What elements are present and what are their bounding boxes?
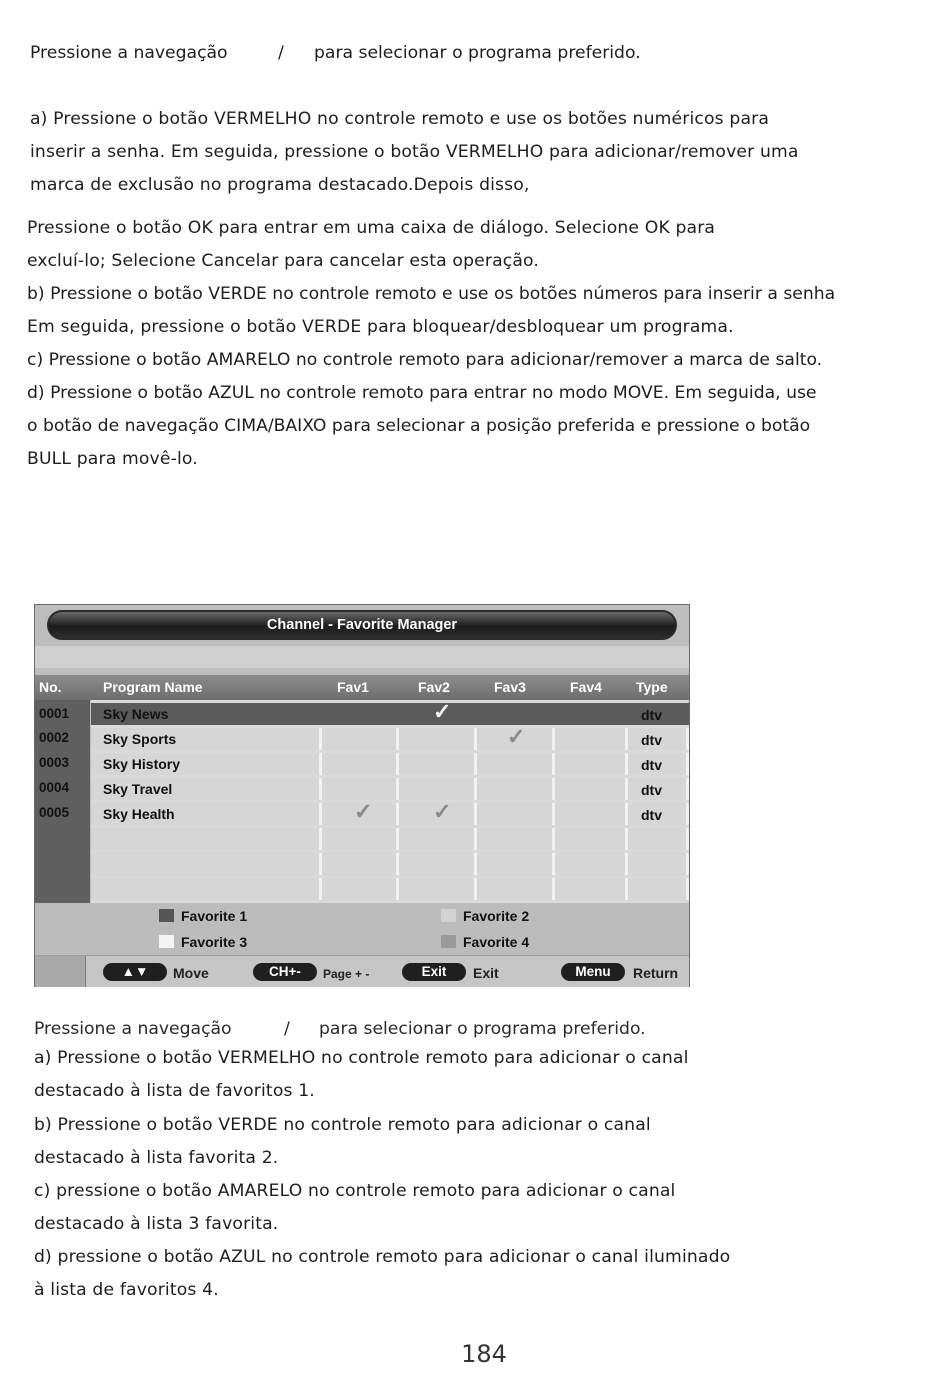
legend-label-fav1: Favorite 1 (181, 908, 248, 924)
para-main-line: BULL para movê-lo. (27, 449, 198, 469)
cell-fav1 (322, 828, 399, 850)
cell-fav4 (555, 878, 628, 900)
page-hint: Page + - (323, 967, 370, 981)
cell-fav1 (322, 799, 399, 825)
empty-row (91, 828, 689, 850)
page-number: 184 (461, 1340, 507, 1368)
cell-fav1 (322, 853, 399, 875)
legend (35, 903, 689, 955)
favorite-manager-screenshot (34, 604, 690, 987)
cell-fav2 (399, 778, 477, 800)
outro-line: a) Pressione o botão VERMELHO no controle remoto para adicionar o canal (34, 1048, 689, 1068)
para-main-line: b) Pressione o botão VERDE no controle remoto e use os botões números para inserir a senha (27, 284, 836, 304)
cell-fav3 (477, 724, 555, 750)
program-type: dtv (641, 707, 662, 723)
row-number: 0002 (39, 730, 70, 745)
para-main-line: d) Pressione o botão AZUL no controle remoto para entrar no modo MOVE. Em seguida, use (27, 383, 817, 403)
exit-key: Exit (402, 963, 466, 981)
menu-key: Menu (561, 963, 625, 981)
cell-fav2 (399, 878, 477, 900)
cell-type (628, 853, 689, 875)
cell-type (628, 878, 689, 900)
channel-row[interactable] (91, 699, 689, 725)
move-hint: Move (173, 965, 209, 981)
outro-line: destacado à lista de favoritos 1. (34, 1081, 315, 1101)
cell-fav1 (322, 728, 399, 750)
cell-fav3 (477, 703, 555, 725)
column-header-name: Program Name (103, 679, 203, 695)
channel-table (91, 700, 689, 903)
para-a-line: a) Pressione o botão VERMELHO no controle remoto e use os botões numéricos para (30, 109, 770, 129)
cell-fav4 (555, 778, 628, 800)
exit-hint: Exit (473, 965, 499, 981)
cell-fav3 (477, 853, 555, 875)
legend-label-fav2: Favorite 2 (463, 908, 530, 924)
para-main-line: Pressione o botão OK para entrar em uma caixa de diálogo. Selecione OK para (27, 218, 716, 238)
channel-row[interactable] (91, 724, 689, 750)
outro-line: destacado à lista 3 favorita. (34, 1214, 279, 1234)
cell-fav3 (477, 828, 555, 850)
cell-fav3 (477, 753, 555, 775)
program-name: Sky Travel (103, 781, 173, 797)
cell-fav4 (555, 753, 628, 775)
cell-name (91, 853, 322, 875)
column-header-type: Type (636, 679, 668, 695)
para-main-line: Em seguida, pressione o botão VERDE para bloquear/desbloquear um programa. (27, 317, 734, 337)
outro-line: b) Pressione o botão VERDE no controle remoto para adicionar o canal (34, 1115, 651, 1135)
cell-fav1 (322, 878, 399, 900)
cell-fav2 (399, 728, 477, 750)
row-number: 0001 (39, 706, 70, 721)
outro-line: d) pressione o botão AZUL no controle remoto para adicionar o canal iluminado (34, 1247, 731, 1267)
para-a-line: inserir a senha. Em seguida, pressione o botão VERMELHO para adicionar/remover uma (30, 142, 799, 162)
legend-swatch-fav2 (441, 909, 456, 922)
cell-fav1 (322, 753, 399, 775)
program-name: Sky Health (103, 806, 175, 822)
outro-nav-prefix: Pressione a navegação (34, 1019, 232, 1039)
column-header-fav1: Fav1 (337, 679, 369, 695)
number-column (35, 700, 90, 903)
cell-fav3 (477, 878, 555, 900)
up-down-key: ▲▼ (103, 963, 167, 981)
program-type: dtv (641, 732, 662, 748)
outro-line: destacado à lista favorita 2. (34, 1148, 279, 1168)
legend-swatch-fav4 (441, 935, 456, 948)
return-hint: Return (633, 965, 679, 981)
program-name: Sky News (103, 706, 169, 722)
checkmark-icon: ✓ (433, 799, 452, 824)
cell-fav4 (555, 828, 628, 850)
column-header-no: No. (39, 679, 62, 695)
cell-fav2 (399, 799, 477, 825)
row-number: 0004 (39, 780, 70, 795)
para-main-line: o botão de navegação CIMA/BAIXO para selecionar a posição preferida e pressione o botão (27, 416, 811, 436)
row-number: 0003 (39, 755, 70, 770)
column-header-fav3: Fav3 (494, 679, 526, 695)
row-number: 0005 (39, 805, 70, 820)
cell-fav4 (555, 703, 628, 725)
bottom-left-block (35, 956, 86, 987)
ch-key: CH+- (253, 963, 317, 981)
legend-swatch-fav3 (159, 935, 174, 948)
cell-type (628, 828, 689, 850)
program-type: dtv (641, 782, 662, 798)
channel-row[interactable] (91, 753, 689, 775)
intro-nav-prefix: Pressione a navegação (30, 43, 228, 63)
program-name: Sky History (103, 756, 181, 772)
program-name: Sky Sports (103, 731, 177, 747)
outro-nav-suffix: para selecionar o programa preferido. (319, 1019, 646, 1039)
screen-title: Channel - Favorite Manager (47, 610, 677, 640)
legend-swatch-fav1 (159, 909, 174, 922)
cell-fav4 (555, 803, 628, 825)
outro-line: c) pressione o botão AMARELO no controle remoto para adicionar o canal (34, 1181, 676, 1201)
program-type: dtv (641, 757, 662, 773)
cell-fav2 (399, 753, 477, 775)
cell-fav1 (322, 703, 399, 725)
para-main-line: c) Pressione o botão AMARELO no controle remoto para adicionar/remover a marca de salto. (27, 350, 823, 370)
table-header (35, 675, 689, 700)
channel-row[interactable] (91, 778, 689, 800)
cell-name (91, 878, 322, 900)
intro-nav-suffix: para selecionar o programa preferido. (314, 43, 641, 63)
cell-fav2 (399, 828, 477, 850)
cell-fav4 (555, 728, 628, 750)
cell-fav2 (399, 853, 477, 875)
key-hint-bar (35, 955, 689, 987)
outro-line: à lista de favoritos 4. (34, 1280, 219, 1300)
empty-row (91, 853, 689, 875)
intro-nav-slash: / (278, 43, 284, 63)
cell-name (91, 828, 322, 850)
checkmark-icon: ✓ (354, 799, 373, 824)
legend-label-fav4: Favorite 4 (463, 934, 530, 950)
outro-nav-slash: / (284, 1019, 290, 1039)
column-header-fav2: Fav2 (418, 679, 450, 695)
program-type: dtv (641, 807, 662, 823)
cell-fav3 (477, 803, 555, 825)
para-main-line: excluí-lo; Selecione Cancelar para cancelar esta operação. (27, 251, 540, 271)
channel-row[interactable] (91, 799, 689, 825)
checkmark-icon: ✓ (433, 699, 452, 724)
cell-fav2 (399, 699, 477, 725)
spacer-band (35, 646, 689, 668)
legend-label-fav3: Favorite 3 (181, 934, 248, 950)
cell-fav1 (322, 778, 399, 800)
para-a-line: marca de exclusão no programa destacado.Depois disso, (30, 175, 530, 195)
checkmark-icon: ✓ (507, 724, 526, 749)
empty-row (91, 878, 689, 900)
cell-fav4 (555, 853, 628, 875)
cell-fav3 (477, 778, 555, 800)
column-header-fav4: Fav4 (570, 679, 602, 695)
